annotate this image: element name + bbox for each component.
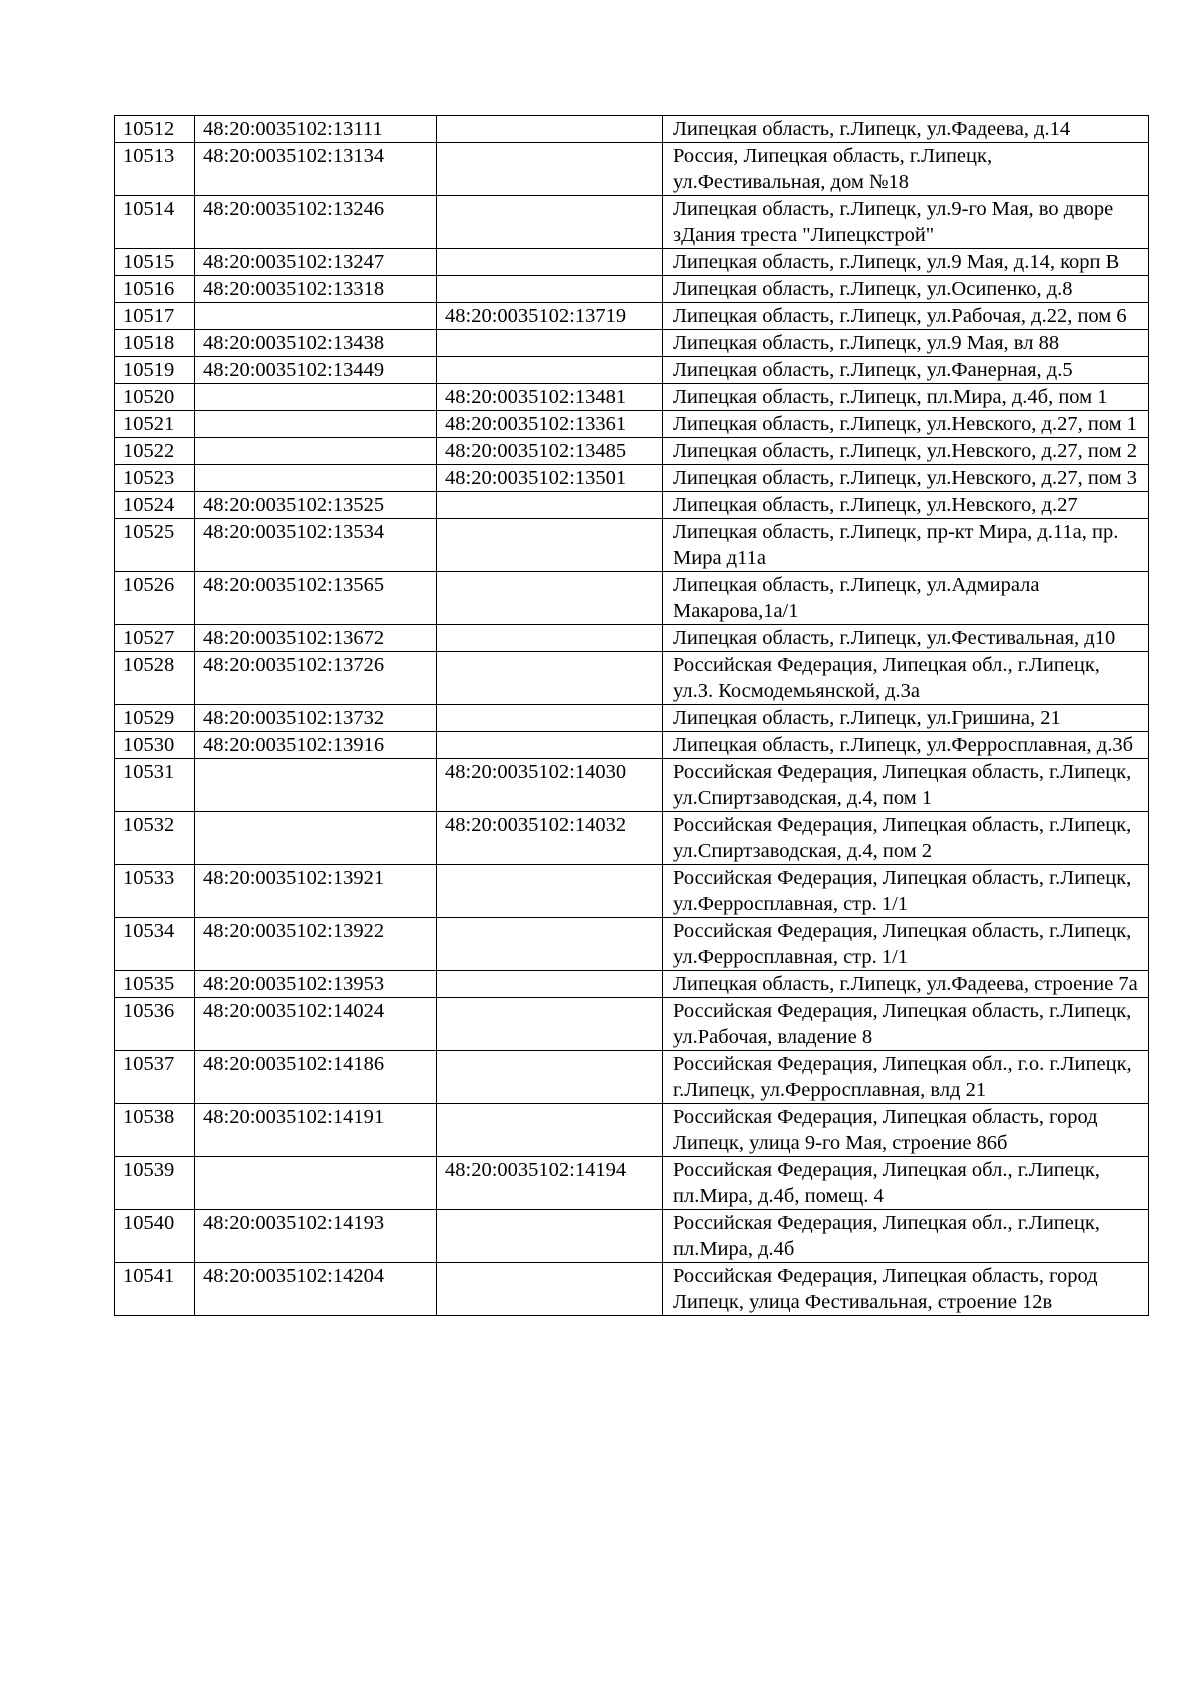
object-cadastral-number-cell <box>437 652 663 705</box>
object-cadastral-number-cell <box>437 865 663 918</box>
row-number-cell: 10531 <box>115 759 195 812</box>
address-cell: Липецкая область, г.Липецк, ул.Фадеева, д.14 <box>663 116 1149 143</box>
address-cell: Липецкая область, г.Липецк, ул.Фанерная, д.5 <box>663 357 1149 384</box>
address-cell: Липецкая область, г.Липецк, ул.Фадеева, строение 7а <box>663 971 1149 998</box>
land-cadastral-number-cell: 48:20:0035102:13111 <box>195 116 437 143</box>
address-cell: Российская Федерация, Липецкая область, г.Липецк, ул.Спиртзаводская, д.4, пом 1 <box>663 759 1149 812</box>
table-row <box>115 1210 1149 1263</box>
address-cell: Российская Федерация, Липецкая обл., г.о. г.Липецк, г.Липецк, ул.Ферросплавная, влд 21 <box>663 1051 1149 1104</box>
address-cell: Российская Федерация, Липецкая обл., г.Липецк, пл.Мира, д.4б, помещ. 4 <box>663 1157 1149 1210</box>
row-number-cell: 10532 <box>115 812 195 865</box>
object-cadastral-number-cell <box>437 357 663 384</box>
address-cell: Липецкая область, г.Липецк, ул.9-го Мая, во дворе зДания треста "Липецкстрой" <box>663 196 1149 249</box>
address-cell: Российская Федерация, Липецкая область, город Липецк, улица 9-го Мая, строение 86б <box>663 1104 1149 1157</box>
land-cadastral-number-cell <box>195 465 437 492</box>
land-cadastral-number-cell: 48:20:0035102:13922 <box>195 918 437 971</box>
land-cadastral-number-cell: 48:20:0035102:13246 <box>195 196 437 249</box>
land-cadastral-number-cell: 48:20:0035102:14186 <box>195 1051 437 1104</box>
row-number-cell: 10515 <box>115 249 195 276</box>
object-cadastral-number-cell <box>437 1051 663 1104</box>
land-cadastral-number-cell <box>195 1157 437 1210</box>
row-number-cell: 10537 <box>115 1051 195 1104</box>
row-number-cell: 10518 <box>115 330 195 357</box>
object-cadastral-number-cell <box>437 705 663 732</box>
object-cadastral-number-cell <box>437 1210 663 1263</box>
table-row <box>115 1104 1149 1157</box>
table-row <box>115 492 1149 519</box>
land-cadastral-number-cell: 48:20:0035102:14193 <box>195 1210 437 1263</box>
address-cell: Россия, Липецкая область, г.Липецк, ул.Фестивальная, дом №18 <box>663 143 1149 196</box>
row-number-cell: 10519 <box>115 357 195 384</box>
row-number-cell: 10521 <box>115 411 195 438</box>
address-cell: Российская Федерация, Липецкая область, г.Липецк, ул.Ферросплавная, стр. 1/1 <box>663 865 1149 918</box>
table-row <box>115 249 1149 276</box>
address-cell: Липецкая область, г.Липецк, ул.Рабочая, д.22, пом 6 <box>663 303 1149 330</box>
land-cadastral-number-cell: 48:20:0035102:13525 <box>195 492 437 519</box>
row-number-cell: 10527 <box>115 625 195 652</box>
land-cadastral-number-cell: 48:20:0035102:13732 <box>195 705 437 732</box>
address-cell: Липецкая область, г.Липецк, ул.Невского, д.27 <box>663 492 1149 519</box>
row-number-cell: 10512 <box>115 116 195 143</box>
land-cadastral-number-cell: 48:20:0035102:14024 <box>195 998 437 1051</box>
land-cadastral-number-cell: 48:20:0035102:14204 <box>195 1263 437 1316</box>
row-number-cell: 10541 <box>115 1263 195 1316</box>
row-number-cell: 10540 <box>115 1210 195 1263</box>
table-row <box>115 759 1149 812</box>
table-row <box>115 330 1149 357</box>
table-row <box>115 384 1149 411</box>
object-cadastral-number-cell <box>437 1104 663 1157</box>
object-cadastral-number-cell <box>437 196 663 249</box>
row-number-cell: 10529 <box>115 705 195 732</box>
address-cell: Липецкая область, г.Липецк, ул.Невского, д.27, пом 3 <box>663 465 1149 492</box>
object-cadastral-number-cell <box>437 971 663 998</box>
land-cadastral-number-cell <box>195 438 437 465</box>
table-row <box>115 196 1149 249</box>
table-row <box>115 357 1149 384</box>
object-cadastral-number-cell: 48:20:0035102:14030 <box>437 759 663 812</box>
address-cell: Российская Федерация, Липецкая область, город Липецк, улица Фестивальная, строение 12в <box>663 1263 1149 1316</box>
land-cadastral-number-cell: 48:20:0035102:13318 <box>195 276 437 303</box>
object-cadastral-number-cell <box>437 572 663 625</box>
table-row <box>115 116 1149 143</box>
table-row <box>115 1051 1149 1104</box>
land-cadastral-number-cell: 48:20:0035102:13534 <box>195 519 437 572</box>
row-number-cell: 10516 <box>115 276 195 303</box>
row-number-cell: 10534 <box>115 918 195 971</box>
table-row <box>115 438 1149 465</box>
table-body <box>115 116 1149 1316</box>
land-cadastral-number-cell: 48:20:0035102:13726 <box>195 652 437 705</box>
land-cadastral-number-cell <box>195 812 437 865</box>
object-cadastral-number-cell: 48:20:0035102:14032 <box>437 812 663 865</box>
object-cadastral-number-cell: 48:20:0035102:13719 <box>437 303 663 330</box>
address-cell: Российская Федерация, Липецкая область, г.Липецк, ул.Ферросплавная, стр. 1/1 <box>663 918 1149 971</box>
address-cell: Российская Федерация, Липецкая область, г.Липецк, ул.Рабочая, владение 8 <box>663 998 1149 1051</box>
object-cadastral-number-cell <box>437 625 663 652</box>
cadastral-registry-table <box>114 115 1149 1316</box>
address-cell: Липецкая область, г.Липецк, ул.Ферросплавная, д.3б <box>663 732 1149 759</box>
address-cell: Липецкая область, г.Липецк, ул.Невского, д.27, пом 1 <box>663 411 1149 438</box>
address-cell: Липецкая область, г.Липецк, пл.Мира, д.4б, пом 1 <box>663 384 1149 411</box>
table-row <box>115 303 1149 330</box>
object-cadastral-number-cell: 48:20:0035102:13485 <box>437 438 663 465</box>
table-row <box>115 918 1149 971</box>
land-cadastral-number-cell <box>195 384 437 411</box>
row-number-cell: 10536 <box>115 998 195 1051</box>
object-cadastral-number-cell <box>437 519 663 572</box>
row-number-cell: 10525 <box>115 519 195 572</box>
table-row <box>115 519 1149 572</box>
object-cadastral-number-cell <box>437 918 663 971</box>
row-number-cell: 10522 <box>115 438 195 465</box>
row-number-cell: 10517 <box>115 303 195 330</box>
object-cadastral-number-cell: 48:20:0035102:13481 <box>437 384 663 411</box>
row-number-cell: 10530 <box>115 732 195 759</box>
row-number-cell: 10539 <box>115 1157 195 1210</box>
table-row <box>115 732 1149 759</box>
address-cell: Российская Федерация, Липецкая область, г.Липецк, ул.Спиртзаводская, д.4, пом 2 <box>663 812 1149 865</box>
land-cadastral-number-cell: 48:20:0035102:13672 <box>195 625 437 652</box>
table-row <box>115 865 1149 918</box>
row-number-cell: 10535 <box>115 971 195 998</box>
row-number-cell: 10526 <box>115 572 195 625</box>
row-number-cell: 10538 <box>115 1104 195 1157</box>
land-cadastral-number-cell <box>195 303 437 330</box>
table-row <box>115 971 1149 998</box>
land-cadastral-number-cell: 48:20:0035102:13438 <box>195 330 437 357</box>
address-cell: Липецкая область, г.Липецк, ул.Адмирала Макарова,1а/1 <box>663 572 1149 625</box>
address-cell: Липецкая область, г.Липецк, ул.Невского, д.27, пом 2 <box>663 438 1149 465</box>
table-row <box>115 812 1149 865</box>
address-cell: Липецкая область, г.Липецк, ул.9 Мая, д.14, корп В <box>663 249 1149 276</box>
table-row <box>115 143 1149 196</box>
table-row <box>115 998 1149 1051</box>
land-cadastral-number-cell: 48:20:0035102:13921 <box>195 865 437 918</box>
row-number-cell: 10520 <box>115 384 195 411</box>
object-cadastral-number-cell <box>437 116 663 143</box>
object-cadastral-number-cell <box>437 998 663 1051</box>
object-cadastral-number-cell: 48:20:0035102:13501 <box>437 465 663 492</box>
table-row <box>115 465 1149 492</box>
object-cadastral-number-cell <box>437 492 663 519</box>
table-row <box>115 705 1149 732</box>
address-cell: Липецкая область, г.Липецк, ул.9 Мая, вл 88 <box>663 330 1149 357</box>
object-cadastral-number-cell <box>437 1263 663 1316</box>
address-cell: Липецкая область, г.Липецк, ул.Гришина, 21 <box>663 705 1149 732</box>
row-number-cell: 10514 <box>115 196 195 249</box>
row-number-cell: 10533 <box>115 865 195 918</box>
address-cell: Российская Федерация, Липецкая обл., г.Липецк, пл.Мира, д.4б <box>663 1210 1149 1263</box>
table-row <box>115 625 1149 652</box>
object-cadastral-number-cell: 48:20:0035102:13361 <box>437 411 663 438</box>
object-cadastral-number-cell: 48:20:0035102:14194 <box>437 1157 663 1210</box>
address-cell: Липецкая область, г.Липецк, ул.Фестивальная, д10 <box>663 625 1149 652</box>
land-cadastral-number-cell: 48:20:0035102:13916 <box>195 732 437 759</box>
table-row <box>115 652 1149 705</box>
table-row <box>115 411 1149 438</box>
land-cadastral-number-cell <box>195 411 437 438</box>
object-cadastral-number-cell <box>437 330 663 357</box>
table-row <box>115 572 1149 625</box>
land-cadastral-number-cell: 48:20:0035102:13953 <box>195 971 437 998</box>
address-cell: Российская Федерация, Липецкая обл., г.Липецк, ул.З. Космодемьянской, д.3а <box>663 652 1149 705</box>
address-cell: Липецкая область, г.Липецк, пр-кт Мира, д.11а, пр. Мира д11а <box>663 519 1149 572</box>
row-number-cell: 10528 <box>115 652 195 705</box>
land-cadastral-number-cell: 48:20:0035102:13247 <box>195 249 437 276</box>
object-cadastral-number-cell <box>437 732 663 759</box>
row-number-cell: 10523 <box>115 465 195 492</box>
land-cadastral-number-cell: 48:20:0035102:13449 <box>195 357 437 384</box>
table-row <box>115 1157 1149 1210</box>
land-cadastral-number-cell <box>195 759 437 812</box>
row-number-cell: 10524 <box>115 492 195 519</box>
table-row <box>115 276 1149 303</box>
object-cadastral-number-cell <box>437 276 663 303</box>
row-number-cell: 10513 <box>115 143 195 196</box>
object-cadastral-number-cell <box>437 143 663 196</box>
land-cadastral-number-cell: 48:20:0035102:14191 <box>195 1104 437 1157</box>
land-cadastral-number-cell: 48:20:0035102:13134 <box>195 143 437 196</box>
object-cadastral-number-cell <box>437 249 663 276</box>
table-row <box>115 1263 1149 1316</box>
land-cadastral-number-cell: 48:20:0035102:13565 <box>195 572 437 625</box>
address-cell: Липецкая область, г.Липецк, ул.Осипенко, д.8 <box>663 276 1149 303</box>
